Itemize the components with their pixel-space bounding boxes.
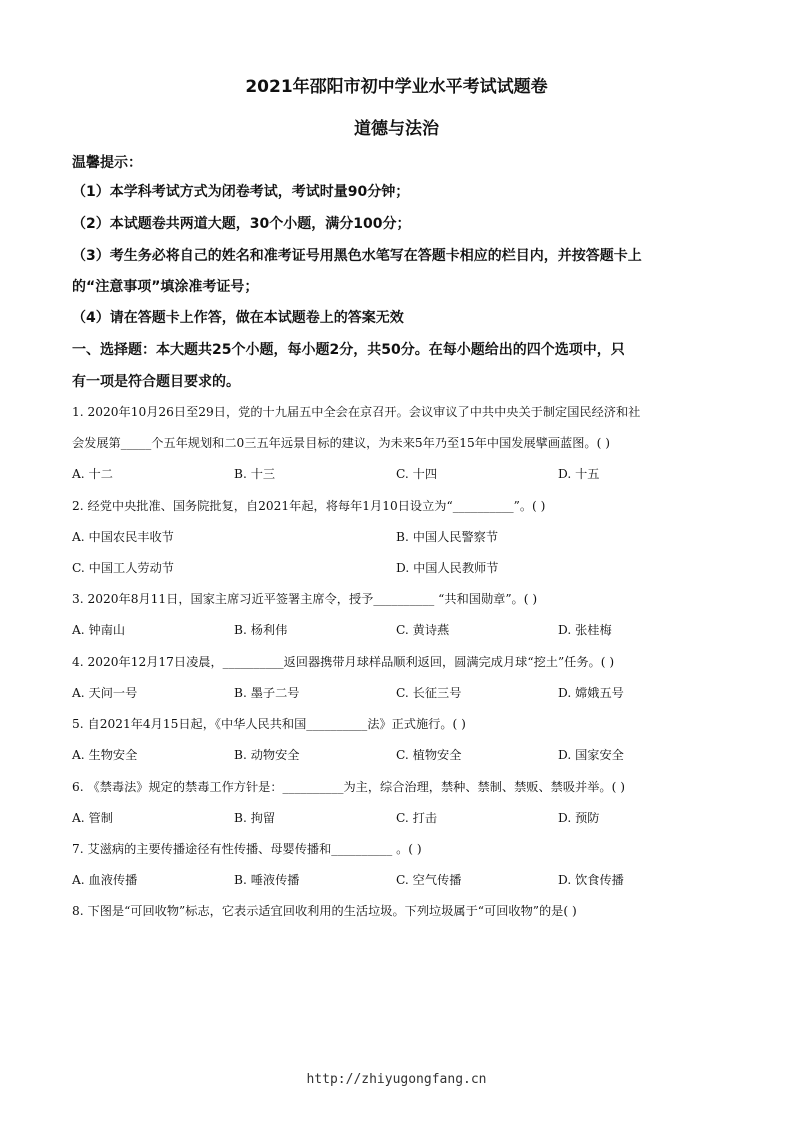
question-4-option-d: D. 嫦娥五号 xyxy=(558,686,624,700)
question-5-line-1: 5. 自2021年4月15日起，《中华人民共和国__________法》正式施行。( ) xyxy=(72,717,466,731)
subject-title: 道德与法治 xyxy=(354,119,439,139)
question-7-option-b: B. 唾液传播 xyxy=(234,873,300,887)
tips-heading: 温馨提示： xyxy=(72,155,142,171)
question-1-option-a: A. 十二 xyxy=(72,467,113,481)
question-2-line-1: 2. 经党中央批准、国务院批复，自2021年起，将每年1月10日设立为“__________”。( ) xyxy=(72,499,546,513)
question-8-line-1: 8. 下图是“可回收物”标志，它表示适宜回收利用的生活垃圾。下列垃圾属于“可回收物”的是( ) xyxy=(72,904,577,918)
tip-3: （3）考生务必将自己的姓名和准考证号用黑色水笔写在答题卡相应的栏目内，并按答题卡上 xyxy=(72,248,642,264)
question-3-option-b: B. 杨利伟 xyxy=(234,623,288,637)
section-heading-cont: 有一项是符合题目要求的。 xyxy=(72,374,240,390)
question-7-option-d: D. 饮食传播 xyxy=(558,873,624,887)
question-4-option-a: A. 天问一号 xyxy=(72,686,138,700)
question-6-line-1: 6. 《禁毒法》规定的禁毒工作方针是：__________为主，综合治理，禁种、禁制、禁贩、禁吸并举。( ) xyxy=(72,780,625,794)
question-4-option-c: C. 长征三号 xyxy=(396,686,462,700)
question-3-option-a: A. 钟南山 xyxy=(72,623,126,637)
question-7-line-1: 7. 艾滋病的主要传播途径有性传播、母婴传播和__________ 。( ) xyxy=(72,842,422,856)
question-1-line-1: 1. 2020年10月26日至29日，党的十九届五中全会在京召开。会议审议了中共中央关于制定国民经济和社 xyxy=(72,405,641,419)
question-4-line-1: 4. 2020年12月17日凌晨，__________返回器携带月球样品顺利返回，圆满完成月球“挖土”任务。( ) xyxy=(72,655,615,669)
question-2-option-a: A. 中国农民丰收节 xyxy=(72,530,174,544)
question-7-option-a: A. 血液传播 xyxy=(72,873,138,887)
section-heading: 一、选择题：本大题共25个小题，每小题2分，共50分。在每小题给出的四个选项中，只 xyxy=(72,342,625,358)
exam-title: 2021年邵阳市初中学业水平考试试题卷 xyxy=(245,77,548,97)
question-2-option-c: C. 中国工人劳动节 xyxy=(72,561,174,575)
footer-url: http://zhiyugongfang.cn xyxy=(306,1072,487,1087)
question-6-option-a: A. 管制 xyxy=(72,811,113,825)
tip-2: （2）本试题卷共两道大题，30个小题，满分100分； xyxy=(72,216,411,232)
question-3-line-1: 3. 2020年8月11日，国家主席习近平签署主席令，授予__________ “共和国勋章”。( ) xyxy=(72,592,538,606)
tip-3-cont: 的“注意事项”填涂准考证号； xyxy=(72,279,259,295)
question-1-option-d: D. 十五 xyxy=(558,467,600,481)
question-5-option-a: A. 生物安全 xyxy=(72,748,138,762)
question-3-option-d: D. 张桂梅 xyxy=(558,623,612,637)
question-5-option-b: B. 动物安全 xyxy=(234,748,300,762)
question-1-option-c: C. 十四 xyxy=(396,467,438,481)
question-3-option-c: C. 黄诗燕 xyxy=(396,623,450,637)
tip-1: （1）本学科考试方式为闭卷考试，考试时量90分钟； xyxy=(72,184,410,200)
question-2-option-b: B. 中国人民警察节 xyxy=(396,530,499,544)
question-6-option-c: C. 打击 xyxy=(396,811,438,825)
question-7-option-c: C. 空气传播 xyxy=(396,873,462,887)
question-2-option-d: D. 中国人民教师节 xyxy=(396,561,499,575)
question-6-option-b: B. 拘留 xyxy=(234,811,276,825)
question-4-option-b: B. 墨子二号 xyxy=(234,686,300,700)
question-5-option-d: D. 国家安全 xyxy=(558,748,624,762)
question-5-option-c: C. 植物安全 xyxy=(396,748,462,762)
question-1-line-2: 会发展第_____个五年规划和二0三五年远景目标的建议，为未来5年乃至15年中国发展擘画蓝图。( ) xyxy=(72,436,610,450)
question-6-option-d: D. 预防 xyxy=(558,811,600,825)
tip-4: （4）请在答题卡上作答，做在本试题卷上的答案无效 xyxy=(72,310,404,326)
question-1-option-b: B. 十三 xyxy=(234,467,276,481)
